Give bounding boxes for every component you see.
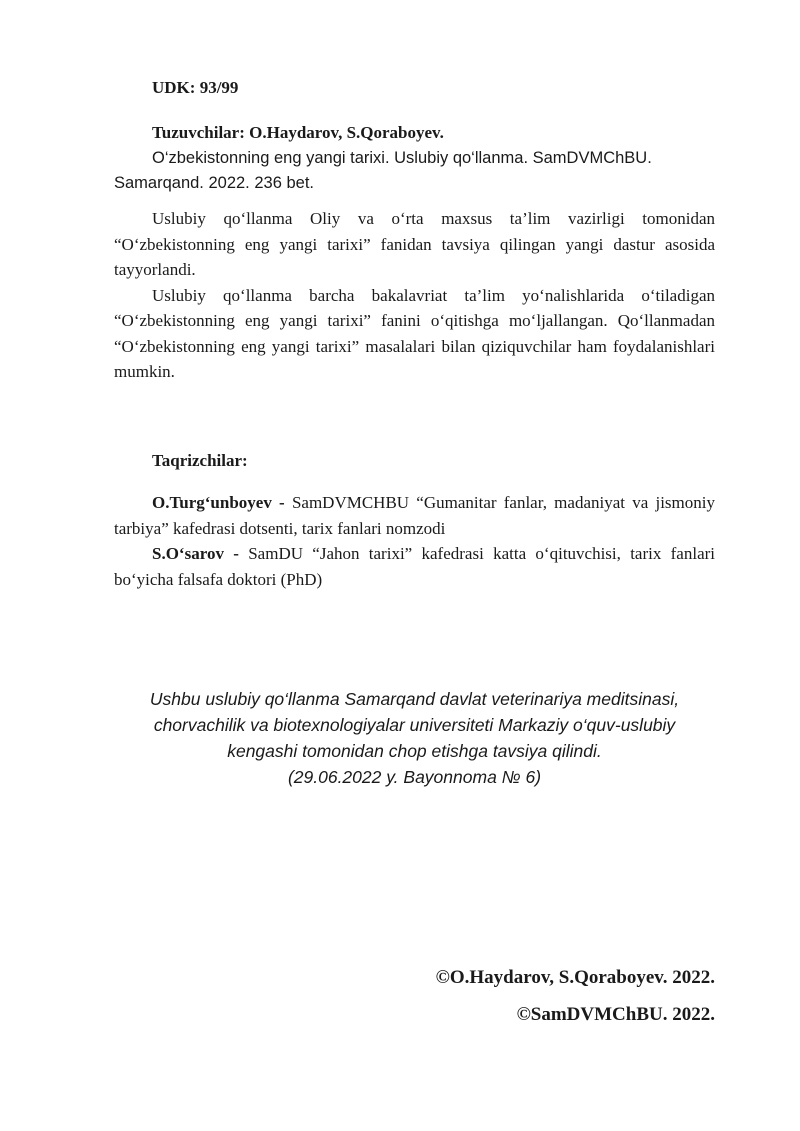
reviewer-separator: - [223,544,249,563]
reviewer-separator: - [271,493,292,512]
reviewer-details: SamDVMCHBU “Gumanitar fanlar, madaniyat va jismoniy tarbiya” kafedrasi dotsenti, tarix fanlari nomzodi [114,493,715,538]
approval-line-4: (29.06.2022 y. Bayonnoma № 6) [287,767,542,787]
udk-section [114,75,715,101]
copyright-authors: ©O.Haydarov, S.Qoraboyev. 2022. [435,967,715,988]
approval-line-2: chorvachilik va biotexnologiyalar universiteti Markaziy o‘quv-uslubiy [153,715,676,735]
udk-label: UDK: 93/99 [152,78,239,97]
description-section [114,206,715,385]
description-paragraph-2: Uslubiy qo‘llanma barcha bakalavriat ta’lim yo‘nalishlarida o‘tiladigan “O‘zbekistonning eng yangi tarixi” fanini o‘qitishga mo‘ljallangan. Qo‘llanmadan “O‘zbekistonning eng yangi tarixi” masalalari bilan qiziquvchilar ham foydalanishlari mumkin. [114,285,715,381]
approval-note [114,686,715,790]
approval-line-1: Ushbu uslubiy qo‘llanma Samarqand davlat veterinariya meditsinasi, [149,689,680,709]
citation-text: O‘zbekistonning eng yangi tarixi. Uslubiy qo‘llanma. SamDVMChBU. Samarqand. 2022. 236 bet. [114,148,652,192]
reviewer-item [114,490,715,541]
reviewers-list [114,490,715,592]
reviewer-item [114,541,715,592]
copyright-university: ©SamDVMChBU. 2022. [516,1004,715,1025]
description-paragraph-1: Uslubiy qo‘llanma Oliy va o‘rta maxsus ta’lim vazirligi tomonidan “O‘zbekistonning eng yangi tarixi” fanidan tavsiya qilingan yangi dastur asosida tayyorlandi. [114,209,715,279]
reviewer-name: S.O‘sarov [152,544,224,563]
reviewer-name: O.Turg‘unboyev [152,493,272,512]
compilers-section [114,120,715,197]
reviewer-details: SamDU “Jahon tarixi” kafedrasi katta o‘qituvchisi, tarix fanlari bo‘yicha falsafa doktori (PhD) [114,544,716,589]
reviewers-heading-section [114,448,715,474]
compilers-heading: Tuzuvchilar: O.Haydarov, S.Qoraboyev. [152,123,444,142]
approval-line-3: kengashi tomonidan chop etishga tavsiya qilindi. [227,741,602,761]
reviewers-heading: Taqrizchilar: [152,451,248,470]
